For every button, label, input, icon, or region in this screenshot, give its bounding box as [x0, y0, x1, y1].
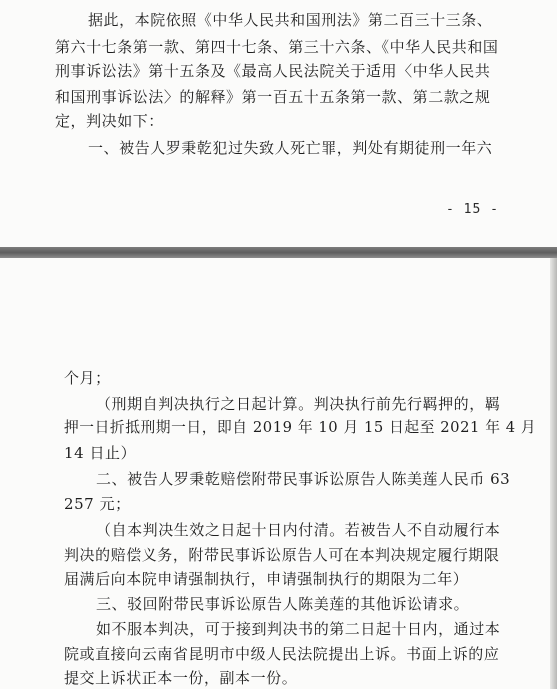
page-number: - 15 -	[446, 202, 499, 217]
paragraph-line: 三、驳回附带民事诉讼原告人陈美莲的其他诉讼请求。	[96, 595, 470, 613]
paragraph-line: 257 元；	[64, 495, 131, 513]
paragraph-line: 和国刑事诉讼法〉的解释》第一百五十五条第一款、第二款之规	[55, 88, 491, 106]
paragraph-line: 如不服本判决，可于接到判决书的第二日起十日内，通过本	[96, 620, 501, 638]
paragraph-line: 个月；	[64, 369, 111, 387]
paragraph-line: 提交上诉状正本一份，副本一份。	[64, 669, 298, 687]
paragraph-line: 14 日止）	[64, 444, 137, 462]
paragraph-line: 届满后向本院申请强制执行，申请强制执行的期限为二年）	[64, 570, 469, 588]
paragraph-line: 据此，本院依照《中华人民共和国刑法》第二百三十三条、	[88, 11, 493, 29]
paragraph-line: 判决的赔偿义务，附带民事诉讼原告人可在本判决规定履行期限	[64, 546, 500, 564]
page-gap	[0, 247, 557, 258]
document-page-top	[0, 0, 557, 247]
paragraph-line: 一、被告人罗秉乾犯过失致人死亡罪，判处有期徒刑一年六	[88, 139, 493, 157]
paragraph-line: 院或直接向云南省昆明市中级人民法院提出上诉。书面上诉的应	[64, 645, 500, 663]
page-edge-shadow	[550, 258, 557, 689]
paragraph-line: 二、被告人罗秉乾赔偿附带民事诉讼原告人陈美莲人民币 63	[96, 470, 511, 488]
paragraph-line: （自本判决生效之日起十日内付清。若被告人不自动履行本	[96, 521, 501, 539]
paragraph-line: 刑事诉讼法》第十五条及《最高人民法院关于适用〈中华人民共	[55, 62, 491, 80]
document-page-bottom	[0, 258, 557, 689]
paragraph-line: 押一日折抵刑期一日，即自 2019 年 10 月 15 日起至 2021 年 4 月	[64, 419, 537, 436]
paragraph-line: 定，判决如下：	[55, 112, 164, 130]
paragraph-line: 第六十七条第一款、第四十七条、第三十六条、《中华人民共和国	[55, 38, 499, 56]
paragraph-line: （刑期自判决执行之日起计算。判决执行前先行羁押的，羁	[96, 395, 501, 413]
